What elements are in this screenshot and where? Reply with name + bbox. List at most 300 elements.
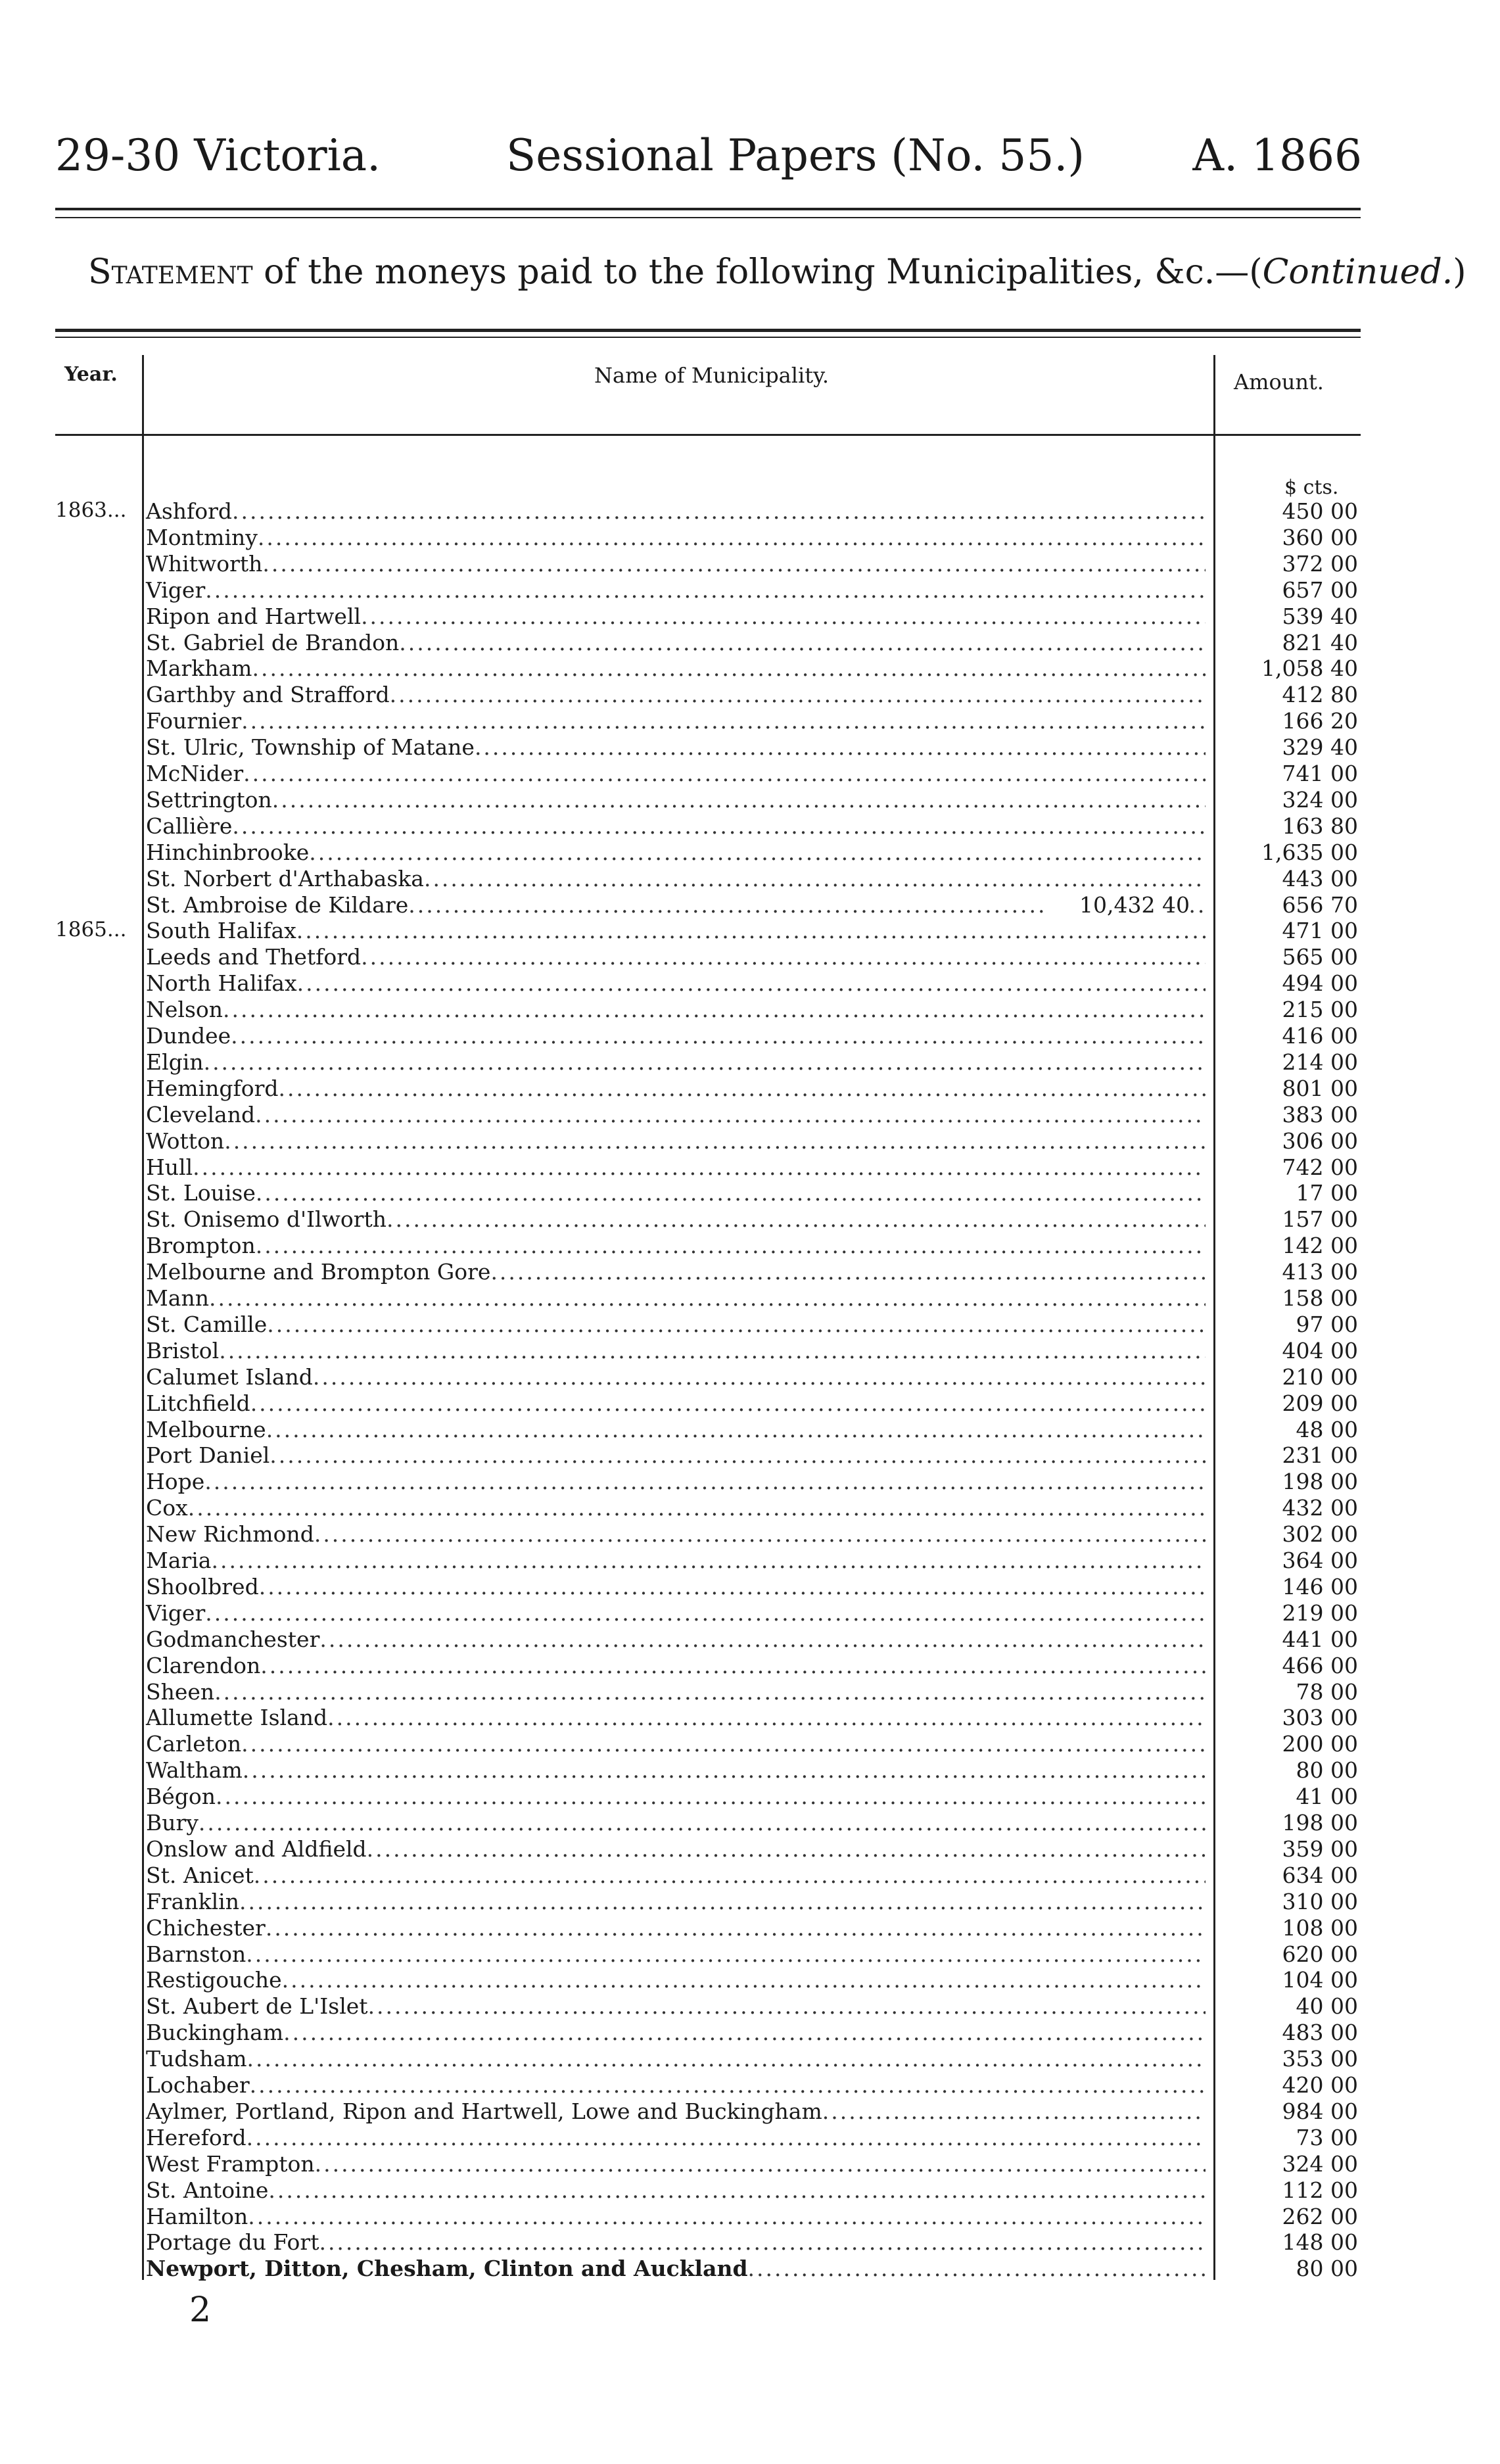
municipality-name: Portage du Fort [146, 2229, 319, 2256]
table-row [0, 1548, 1500, 1574]
municipality-name: Melbourne [146, 1416, 266, 1442]
row-amount: 303 00 [1282, 1705, 1358, 1731]
municipality-name: South Halifax [146, 918, 296, 944]
table-row [0, 708, 1500, 734]
row-municipality [146, 1731, 1206, 1757]
row-amount: 80 00 [1296, 1757, 1358, 1784]
row-year: 1863... [55, 498, 127, 522]
table-row [0, 1626, 1500, 1653]
municipality-name: Bristol [146, 1337, 220, 1363]
leader-dots [490, 1259, 1206, 1285]
row-municipality [146, 787, 1206, 813]
row-amount: 48 00 [1296, 1416, 1358, 1442]
row-municipality [146, 1154, 1206, 1180]
row-amount: 634 00 [1282, 1862, 1358, 1888]
municipality-name: Franklin [146, 1888, 239, 1914]
table-row [0, 1731, 1500, 1757]
row-municipality [146, 1836, 1206, 1862]
row-amount: 97 00 [1296, 1311, 1358, 1337]
table-row [0, 604, 1500, 630]
row-municipality [146, 1128, 1206, 1154]
row-amount: 302 00 [1282, 1521, 1358, 1548]
leader-dots [361, 944, 1206, 970]
table-row [0, 918, 1500, 944]
table-row [0, 1600, 1500, 1626]
row-amount: 359 00 [1282, 1836, 1358, 1862]
table-row [0, 1495, 1500, 1521]
municipality-name: St. Camille [146, 1311, 268, 1337]
leader-dots [260, 1653, 1206, 1678]
row-municipality [146, 1653, 1206, 1678]
municipality-name: Cleveland [146, 1101, 256, 1127]
title-prefix: Statement [88, 252, 253, 292]
municipality-name: Calumet Island [146, 1363, 313, 1390]
table-row [0, 997, 1500, 1023]
municipality-name: Restigouche [146, 1967, 282, 1993]
leader-dots [314, 1521, 1206, 1547]
row-municipality [146, 1495, 1206, 1521]
leader-dots [327, 1705, 1206, 1730]
row-municipality [146, 1312, 1206, 1337]
row-amount: 73 00 [1296, 2124, 1358, 2150]
table-row [0, 1915, 1500, 1941]
row-amount: 420 00 [1282, 2072, 1358, 2098]
row-amount: 17 00 [1296, 1180, 1358, 1206]
leader-dots [262, 551, 1206, 577]
row-amount: 324 00 [1282, 786, 1358, 813]
table-row [0, 1469, 1500, 1495]
leader-dots [232, 498, 1206, 524]
municipality-name: Newport, Ditton, Chesham, Clinton and Auckland [146, 2256, 748, 2282]
row-amount: 441 00 [1282, 1626, 1358, 1652]
table-row [0, 655, 1500, 682]
row-municipality [146, 1915, 1206, 1941]
leader-dots [248, 2204, 1206, 2229]
municipality-name: Hinchinbrooke [146, 839, 310, 865]
row-municipality [146, 1180, 1206, 1206]
municipality-name: St. Louise [146, 1180, 256, 1206]
title-close: ) [1453, 252, 1466, 292]
municipality-name: Barnston [146, 1941, 246, 1967]
row-amount: 412 80 [1282, 682, 1358, 708]
row-municipality [146, 1862, 1206, 1888]
row-municipality [146, 1679, 1206, 1705]
row-amount: 158 00 [1282, 1285, 1358, 1311]
row-municipality [146, 1889, 1206, 1914]
page-header [55, 130, 1362, 202]
table-row [0, 682, 1500, 708]
row-amount: 741 00 [1282, 761, 1358, 786]
row-amount: 443 00 [1282, 865, 1358, 891]
leader-dots [315, 2151, 1206, 2177]
municipality-name: Sheen [146, 1678, 215, 1705]
table-row [0, 1784, 1500, 1810]
row-amount: 742 00 [1282, 1154, 1358, 1180]
title-continued: Continued. [1262, 252, 1453, 292]
municipality-name: Godmanchester [146, 1626, 320, 1652]
row-amount: 209 00 [1282, 1390, 1358, 1416]
municipality-name: St. Aubert de L'Islet [146, 1993, 368, 2020]
leader-dots [204, 1469, 1206, 1494]
row-amount: 353 00 [1282, 2046, 1358, 2072]
header-rule-bottom [55, 217, 1361, 218]
row-municipality [146, 1076, 1206, 1101]
row-amount: 198 00 [1282, 1810, 1358, 1836]
leader-dots [361, 604, 1206, 629]
table-row [0, 525, 1500, 551]
row-municipality [146, 2020, 1206, 2045]
statement-title [88, 252, 1466, 292]
municipality-name: Hope [146, 1469, 205, 1495]
table-row [0, 2072, 1500, 2098]
table-rule-top [55, 329, 1361, 332]
municipality-name: Clarendon [146, 1652, 261, 1678]
row-year: 1865... [55, 918, 127, 942]
municipality-name: Viger [146, 1599, 206, 1626]
table-row [0, 1679, 1500, 1705]
municipality-name: Garthby and Strafford [146, 682, 390, 708]
municipality-name: Elgin [146, 1049, 204, 1075]
table-row [0, 1967, 1500, 1993]
row-amount: 821 40 [1282, 629, 1358, 655]
row-municipality [146, 970, 1206, 996]
leader-dots [247, 2046, 1206, 2072]
leader-dots [475, 734, 1206, 760]
row-municipality [146, 1626, 1206, 1652]
municipality-name: Brompton [146, 1233, 256, 1259]
row-amount: 801 00 [1282, 1075, 1358, 1101]
table-row [0, 787, 1500, 813]
row-amount: 112 00 [1282, 2177, 1358, 2203]
table-row [0, 1836, 1500, 1862]
table-header-rule [55, 434, 1361, 436]
leader-dots [268, 2177, 1206, 2203]
column-header-name: Name of Municipality. [594, 363, 830, 388]
leader-dots [211, 1548, 1206, 1573]
row-amount: 483 00 [1282, 2020, 1358, 2046]
row-municipality [146, 2204, 1206, 2229]
municipality-name: Montminy [146, 524, 258, 550]
leader-dots [319, 1626, 1206, 1652]
municipality-name: Dundee [146, 1023, 231, 1049]
municipality-name: St. Antoine [146, 2177, 269, 2203]
table-row [0, 2256, 1500, 2282]
leader-dots [223, 997, 1206, 1022]
leader-dots [270, 1442, 1206, 1468]
row-amount: 262 00 [1282, 2203, 1358, 2229]
row-municipality [146, 2125, 1206, 2150]
row-amount: 329 40 [1282, 734, 1358, 761]
leader-dots [204, 1049, 1206, 1075]
row-amount: 471 00 [1282, 918, 1358, 944]
leader-dots [254, 1862, 1206, 1888]
table-row [0, 1102, 1500, 1128]
row-municipality [146, 1102, 1206, 1127]
row-municipality [146, 1757, 1206, 1783]
row-amount: 214 00 [1282, 1049, 1358, 1075]
municipality-name: Hull [146, 1154, 193, 1180]
leader-dots [258, 525, 1206, 550]
table-row [0, 551, 1500, 577]
municipality-name: New Richmond [146, 1521, 314, 1548]
table-row [0, 944, 1500, 970]
row-municipality [146, 1023, 1206, 1049]
leader-dots [216, 1784, 1206, 1809]
row-amount: 324 00 [1282, 2150, 1358, 2177]
row-municipality [146, 1993, 1206, 2019]
row-amount: 157 00 [1282, 1206, 1358, 1233]
municipality-name: Ripon and Hartwell [146, 603, 362, 629]
row-municipality [146, 1259, 1206, 1285]
row-municipality [146, 944, 1206, 970]
row-municipality [146, 734, 1206, 760]
table-row [0, 840, 1500, 866]
row-municipality [146, 1390, 1206, 1416]
table-row [0, 1023, 1500, 1049]
leader-dots [205, 1600, 1206, 1626]
table-row [0, 2046, 1500, 2072]
leader-dots [255, 1102, 1206, 1127]
table-row [0, 2177, 1500, 2204]
table-row [0, 1259, 1500, 1285]
table-row [0, 1076, 1500, 1102]
row-subtotal: 10,432 40 [1045, 892, 1190, 918]
row-amount: 656 70 [1282, 891, 1358, 918]
page-number: 2 [189, 2290, 212, 2330]
row-municipality [146, 1364, 1206, 1390]
municipality-name: North Halifax [146, 970, 297, 997]
leader-dots [283, 2020, 1206, 2045]
municipality-name: Hemingford [146, 1075, 279, 1101]
leader-dots [748, 2256, 1206, 2281]
row-amount: 210 00 [1282, 1363, 1358, 1390]
row-municipality [146, 813, 1206, 839]
row-municipality [146, 2151, 1206, 2177]
row-amount: 416 00 [1282, 1023, 1358, 1049]
table-row [0, 1233, 1500, 1259]
municipality-name: Melbourne and Brompton Gore [146, 1259, 491, 1285]
municipality-name: Maria [146, 1548, 212, 1573]
table-row [0, 1128, 1500, 1154]
municipality-name: Waltham [146, 1757, 243, 1784]
table-row [0, 1390, 1500, 1417]
table-row [0, 1810, 1500, 1836]
row-municipality [146, 604, 1206, 629]
leader-dots [367, 1836, 1206, 1862]
table-row [0, 734, 1500, 761]
leader-dots [246, 2125, 1206, 2150]
municipality-name: Whitworth [146, 550, 263, 577]
leader-dots [267, 1312, 1206, 1337]
table-row [0, 970, 1500, 997]
row-municipality [146, 1784, 1206, 1809]
table-row [0, 1180, 1500, 1206]
table-row [0, 1364, 1500, 1390]
row-amount: 148 00 [1282, 2229, 1358, 2256]
row-municipality [146, 1049, 1206, 1075]
row-municipality [146, 1600, 1206, 1626]
table-row [0, 1417, 1500, 1443]
row-municipality [146, 551, 1206, 577]
row-municipality [146, 1206, 1206, 1232]
municipality-name: Litchfield [146, 1390, 250, 1416]
table-row [0, 498, 1500, 525]
row-municipality [146, 1967, 1206, 1993]
leader-dots [214, 1679, 1206, 1705]
municipality-name: West Frampton [146, 2150, 315, 2177]
row-municipality [146, 761, 1206, 786]
table-row [0, 1285, 1500, 1312]
leader-dots [424, 866, 1206, 891]
leader-dots [250, 2072, 1206, 2098]
municipality-name: St. Norbert d'Arthabaska [146, 865, 424, 891]
leader-dots [231, 1023, 1206, 1049]
row-amount: 984 00 [1282, 2098, 1358, 2124]
row-amount: 41 00 [1296, 1784, 1358, 1810]
amount-units: $ cts. [1284, 476, 1339, 499]
municipality-name: Callière [146, 813, 233, 839]
row-amount: 432 00 [1282, 1495, 1358, 1521]
row-municipality [146, 708, 1206, 734]
municipality-name: St. Gabriel de Brandon [146, 629, 400, 655]
table-row [0, 1206, 1500, 1233]
leader-dots [209, 1285, 1206, 1311]
row-municipality [146, 2072, 1206, 2098]
leader-dots [205, 577, 1206, 603]
municipality-name: Buckingham [146, 2020, 284, 2046]
row-amount: 80 00 [1296, 2256, 1358, 2282]
table-row [0, 2020, 1500, 2046]
row-amount: 310 00 [1282, 1888, 1358, 1914]
row-amount: 108 00 [1282, 1914, 1358, 1941]
municipality-name: McNider [146, 761, 244, 786]
municipality-name: Wotton [146, 1127, 225, 1154]
table-row [0, 2125, 1500, 2151]
row-amount: 620 00 [1282, 1941, 1358, 1967]
leader-dots [297, 970, 1206, 996]
row-amount: 372 00 [1282, 550, 1358, 577]
municipality-name: Lochaber [146, 2072, 250, 2098]
row-amount: 1,635 00 [1261, 839, 1358, 865]
table-row [0, 2151, 1500, 2177]
row-municipality [146, 997, 1206, 1022]
leader-dots [368, 1993, 1206, 2019]
table-row [0, 1757, 1500, 1784]
table-row [0, 1049, 1500, 1076]
row-municipality [146, 1338, 1206, 1363]
title-text: of the moneys paid to the following Municipalities, &c.—( [252, 252, 1263, 292]
row-municipality [146, 1810, 1206, 1836]
municipality-name: Viger [146, 577, 206, 603]
row-amount: 146 00 [1282, 1573, 1358, 1599]
municipality-name: Onslow and Aldfield [146, 1836, 367, 1862]
table-row [0, 2204, 1500, 2230]
leader-dots [282, 1967, 1206, 1993]
row-amount: 494 00 [1282, 970, 1358, 997]
leader-dots [399, 630, 1206, 655]
row-amount: 198 00 [1282, 1469, 1358, 1495]
municipality-name: Aylmer, Portland, Ripon and Hartwell, Lowe and Buckingham [146, 2098, 822, 2124]
leader-dots [243, 761, 1206, 786]
row-amount: 1,058 40 [1261, 655, 1358, 682]
leader-dots [313, 1364, 1206, 1390]
table-row [0, 630, 1500, 656]
row-municipality [146, 1941, 1206, 1967]
table-row [0, 1993, 1500, 2020]
table-row [0, 1312, 1500, 1338]
table-row [0, 1521, 1500, 1548]
table-row [0, 1653, 1500, 1679]
municipality-name: Shoolbred [146, 1573, 259, 1599]
leader-dots [266, 1915, 1206, 1941]
row-amount: 360 00 [1282, 524, 1358, 550]
table-row [0, 577, 1500, 604]
table-rule-top-thin [55, 337, 1361, 338]
municipality-name: Cox [146, 1495, 188, 1521]
row-municipality [146, 498, 1206, 524]
leader-dots [272, 787, 1206, 813]
row-amount: 450 00 [1282, 498, 1358, 524]
municipality-name: Settrington [146, 786, 272, 813]
row-municipality [146, 2229, 1206, 2255]
header-session: 29-30 Victoria. [55, 130, 381, 181]
table-row [0, 813, 1500, 840]
row-amount: 657 00 [1282, 577, 1358, 603]
municipality-name: Ashford [146, 498, 233, 524]
header-year: A. 1866 [1192, 130, 1362, 181]
leader-dots [246, 1941, 1206, 1967]
row-municipality [146, 2098, 1206, 2124]
table-row [0, 866, 1500, 892]
leader-dots [259, 1574, 1206, 1599]
municipality-name: St. Ambroise de Kildare [146, 891, 409, 918]
row-amount: 163 80 [1282, 813, 1358, 839]
municipality-name: Port Daniel [146, 1442, 270, 1469]
leader-dots [822, 2098, 1206, 2124]
header-papers: Sessional Papers (No. 55.) [506, 130, 1085, 181]
row-amount: 231 00 [1282, 1442, 1358, 1469]
table-row [0, 1705, 1500, 1731]
row-municipality [146, 1574, 1206, 1599]
leader-dots [387, 1206, 1206, 1232]
row-municipality [146, 1442, 1206, 1468]
municipality-name: Mann [146, 1285, 209, 1311]
municipality-name: Bégon [146, 1784, 216, 1810]
row-municipality [146, 1285, 1206, 1311]
row-municipality [146, 2177, 1206, 2203]
row-amount: 78 00 [1296, 1678, 1358, 1705]
row-amount: 413 00 [1282, 1259, 1358, 1285]
row-municipality [146, 630, 1206, 655]
municipality-name: Markham [146, 655, 252, 682]
row-amount: 166 20 [1282, 708, 1358, 734]
row-amount: 200 00 [1282, 1731, 1358, 1757]
leader-dots [250, 1390, 1206, 1416]
row-amount: 215 00 [1282, 997, 1358, 1023]
row-municipality [146, 2256, 1206, 2281]
leader-dots [256, 1233, 1206, 1258]
municipality-name: Allumette Island [146, 1705, 328, 1731]
row-municipality [146, 577, 1206, 603]
row-amount: 383 00 [1282, 1101, 1358, 1127]
row-amount: 466 00 [1282, 1652, 1358, 1678]
leader-dots [296, 918, 1206, 943]
row-amount: 40 00 [1296, 1993, 1358, 2020]
municipality-name: Fournier [146, 708, 242, 734]
row-municipality [146, 655, 1206, 681]
row-municipality [146, 1417, 1206, 1442]
municipality-name: St. Onisemo d'Ilworth [146, 1206, 387, 1233]
